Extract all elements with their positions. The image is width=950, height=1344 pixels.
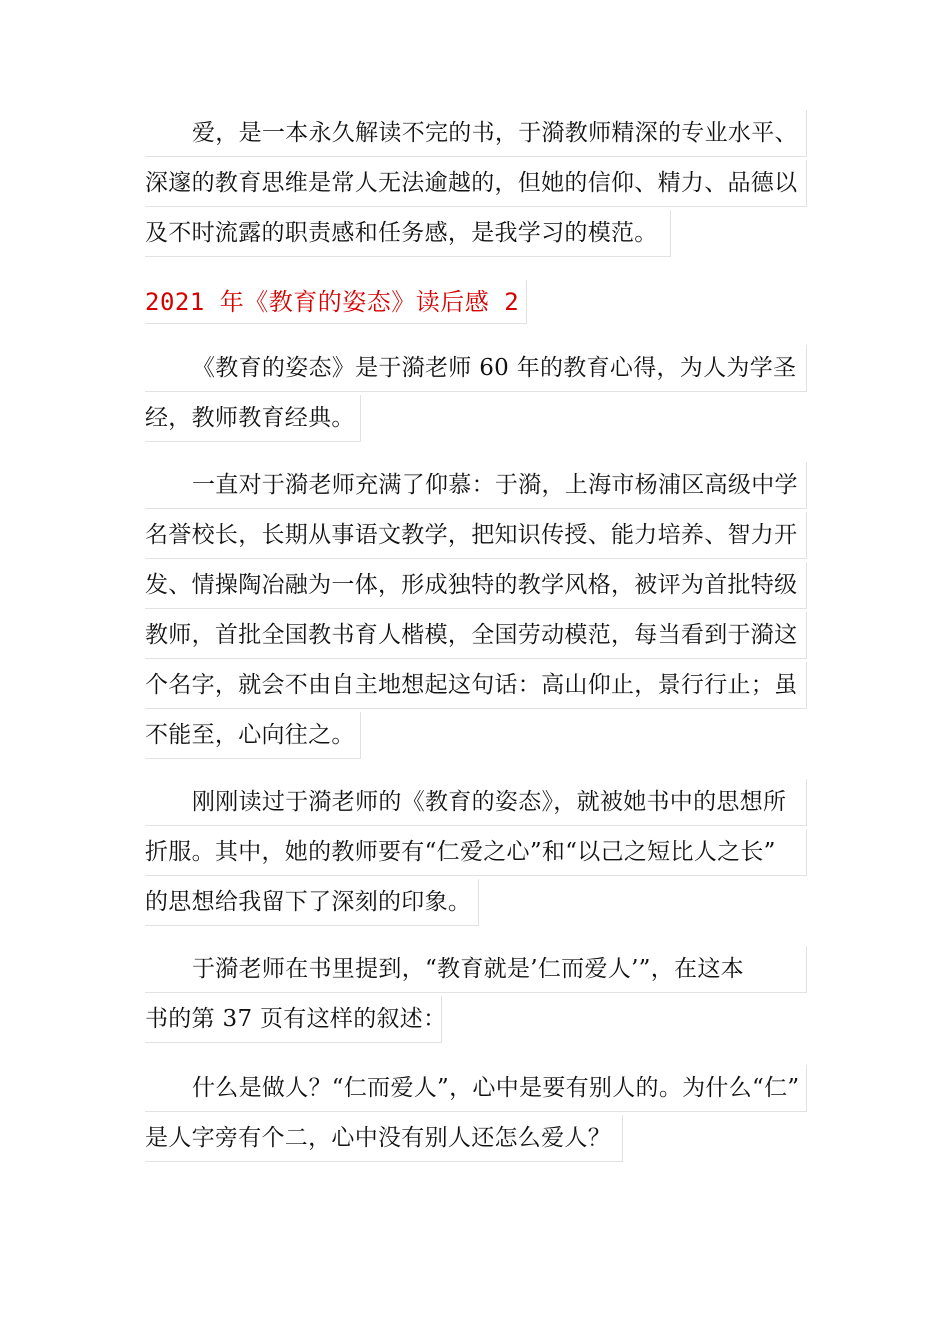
paragraph-2-line-1: 《教育的姿态》是于漪老师 60 年的教育心得，为人为学圣 — [145, 345, 807, 392]
paragraph-3-line-3: 发、情操陶冶融为一体，形成独特的教学风格，被评为首批特级 — [145, 562, 807, 609]
paragraph-3-line-6: 不能至，心向往之。 — [145, 712, 361, 759]
paragraph-3-line-5: 个名字，就会不由自主地想起这句话：高山仰止，景行行止；虽 — [145, 662, 807, 709]
paragraph-6-line-1: 什么是做人？“仁而爱人”，心中是要有别人的。为什么“仁” — [145, 1065, 807, 1112]
paragraph-3-line-4: 教师，首批全国教书育人楷模，全国劳动模范，每当看到于漪这 — [145, 612, 807, 659]
paragraph-6-line-2: 是人字旁有个二，心中没有别人还怎么爱人？ — [145, 1115, 623, 1162]
paragraph-1-line-3: 及不时流露的职责感和任务感，是我学习的模范。 — [145, 210, 671, 257]
paragraph-4-line-2: 折服。其中，她的教师要有“仁爱之心”和“以己之短比人之长” — [145, 829, 807, 876]
paragraph-5-line-2: 书的第 37 页有这样的叙述： — [145, 996, 442, 1043]
paragraph-5-line-1: 于漪老师在书里提到，“教育就是’仁而爱人’”，在这本 — [145, 946, 807, 993]
section-heading: 2021 年《教育的姿态》读后感 2 — [145, 280, 527, 324]
paragraph-1-line-1: 爱，是一本永久解读不完的书，于漪教师精深的专业水平、 — [145, 110, 807, 157]
paragraph-3-line-2: 名誉校长，长期从事语文教学，把知识传授、能力培养、智力开 — [145, 512, 807, 559]
paragraph-4-line-3: 的思想给我留下了深刻的印象。 — [145, 879, 479, 926]
paragraph-3-line-1: 一直对于漪老师充满了仰慕：于漪，上海市杨浦区高级中学 — [145, 462, 807, 509]
paragraph-1-line-2: 深邃的教育思维是常人无法逾越的，但她的信仰、精力、品德以 — [145, 160, 807, 207]
paragraph-4-line-1: 刚刚读过于漪老师的《教育的姿态》，就被她书中的思想所 — [145, 779, 807, 826]
paragraph-2-line-2: 经，教师教育经典。 — [145, 395, 361, 442]
